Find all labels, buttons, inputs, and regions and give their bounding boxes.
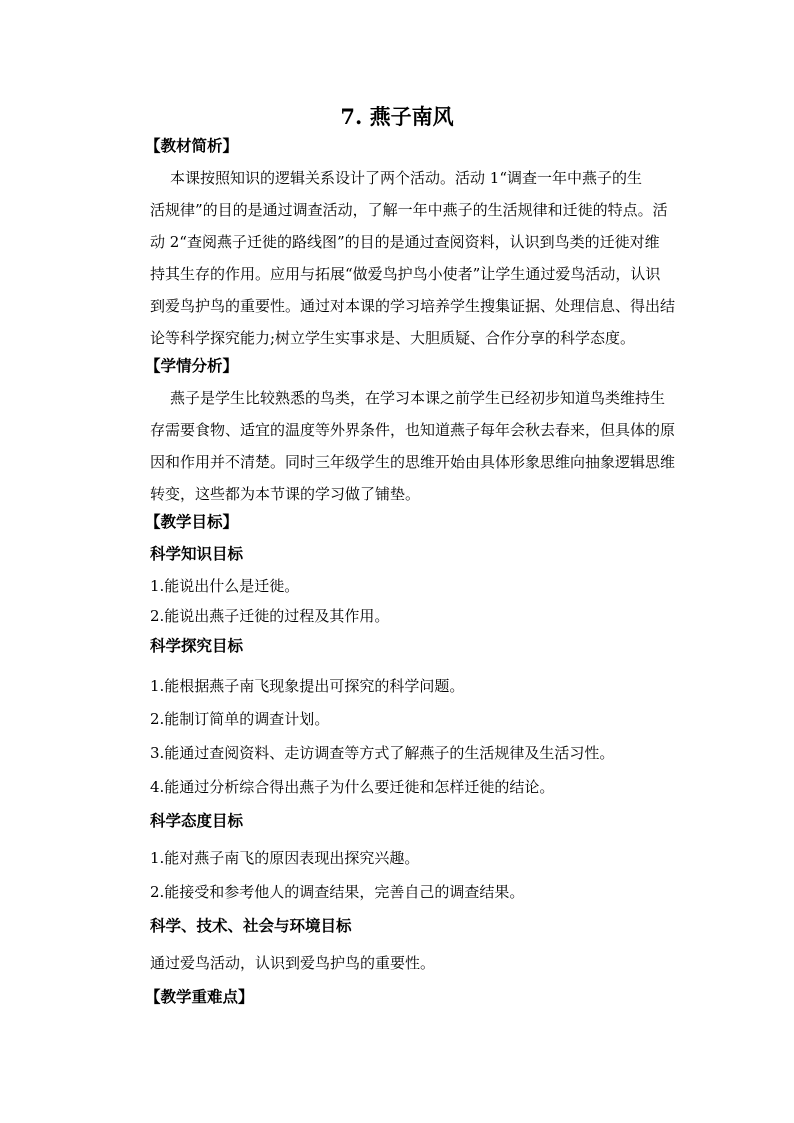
section-heading-students: 【学情分析】 <box>145 356 239 375</box>
goal-item: 2.能接受和参考他人的调查结果，完善自己的调查结果。 <box>150 883 525 901</box>
subheading-sts-goals: 科学、技术、社会与环境目标 <box>150 916 352 935</box>
paragraph-line: 到爱鸟护鸟的重要性。通过对本课的学习培养学生搜集证据、处理信息、得出结 <box>150 297 676 315</box>
paragraph-line: 存需要食物、适宜的温度等外界条件，也知道燕子每年会秋去春来，但具体的原 <box>150 421 676 439</box>
goal-item: 2.能说出燕子迁徙的过程及其作用。 <box>150 607 390 625</box>
goal-item: 2.能制订简单的调查计划。 <box>150 710 330 728</box>
section-heading-goals: 【教学目标】 <box>145 512 239 531</box>
goal-item: 1.能对燕子南飞的原因表现出探究兴趣。 <box>150 849 420 867</box>
paragraph-line: 动 2“查阅燕子迁徙的路线图”的目的是通过查阅资料，认识到鸟类的迁徙对维 <box>150 233 660 251</box>
subheading-knowledge-goals: 科学知识目标 <box>150 544 244 563</box>
goal-item: 1.能根据燕子南飞现象提出可探究的科学问题。 <box>150 677 465 695</box>
paragraph-line: 因和作用并不清楚。同时三年级学生的思维开始由具体形象思维向抽象逻辑思维 <box>150 453 676 471</box>
section-heading-key-points: 【教学重难点】 <box>145 987 254 1006</box>
goal-item: 1.能说出什么是迁徙。 <box>150 577 300 595</box>
goal-item: 通过爱鸟活动，认识到爱鸟护鸟的重要性。 <box>150 954 436 972</box>
paragraph-line: 转变，这些都为本节课的学习做了铺垫。 <box>150 485 421 503</box>
paragraph-line: 燕子是学生比较熟悉的鸟类，在学习本课之前学生已经初步知道鸟类维持生 <box>170 389 666 407</box>
paragraph-line: 论等科学探究能力;树立学生实事求是、大胆质疑、合作分享的科学态度。 <box>150 329 636 347</box>
section-heading-textbook: 【教材简析】 <box>145 136 239 155</box>
goal-item: 4.能通过分析综合得出燕子为什么要迁徙和怎样迁徙的结论。 <box>150 778 555 796</box>
paragraph-line: 持其生存的作用。应用与拓展“做爱鸟护鸟小使者”让学生通过爱鸟活动，认识 <box>150 265 661 283</box>
paragraph-line: 活规律”的目的是通过调查活动，了解一年中燕子的生活规律和迁徙的特点。活 <box>150 201 668 219</box>
subheading-inquiry-goals: 科学探究目标 <box>150 636 244 655</box>
paragraph-line: 本课按照知识的逻辑关系设计了两个活动。活动 1“调查一年中燕子的生 <box>170 169 642 187</box>
goal-item: 3.能通过查阅资料、走访调查等方式了解燕子的生活规律及生活习性。 <box>150 744 615 762</box>
lesson-title: 7. 燕子南风 <box>340 104 454 129</box>
subheading-attitude-goals: 科学态度目标 <box>150 811 244 830</box>
